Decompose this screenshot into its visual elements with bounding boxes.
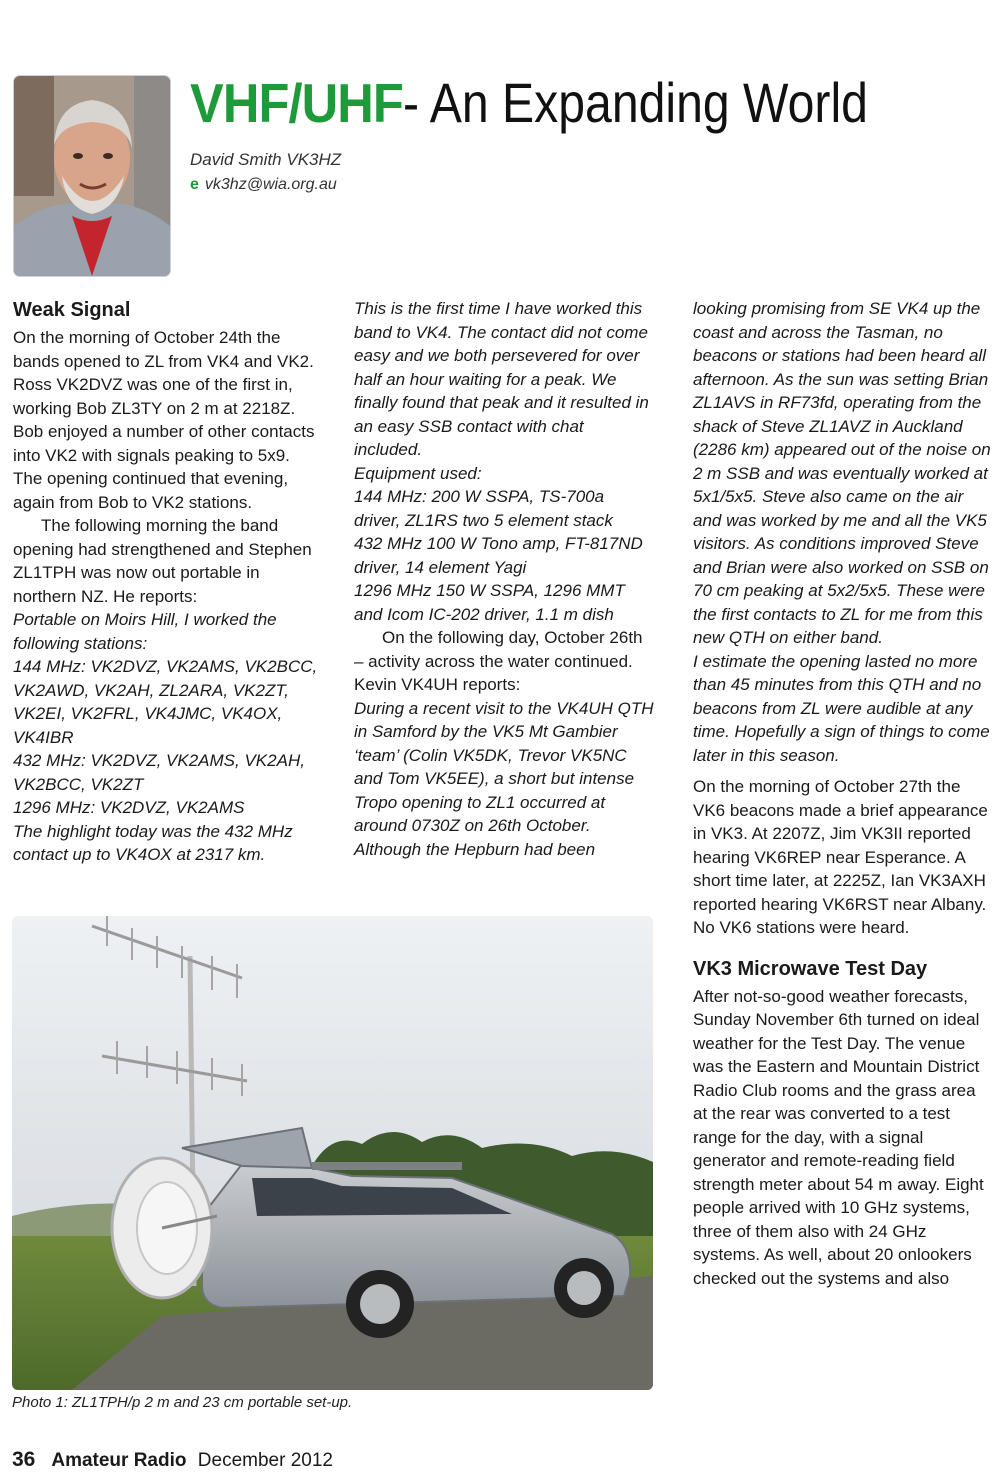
paragraph: On the morning of October 24th the bands opened to ZL from VK4 and VK2. Ross VK2DVZ was one of the first in, working Bob ZL3TY on 2 m at 2218Z. Bob enjoyed a number of other contacts into VK2 with signals peaking to 5x9. The opening continued that evening, again from Bob to VK2 stations. (13, 328, 315, 512)
title-section-name: VHF/UHF (190, 72, 403, 134)
quote-paragraph: I estimate the opening lasted no more than 45 minutes from this QTH and no beacons from ZL were audible at any time. Hopefully a sign of things to come later in this season. (693, 651, 990, 765)
quote-paragraph: This is the first time I have worked this band to VK4. The contact did not come easy and we both persevered for over half an hour waiting for a peak. We finally found that peak and it resulted in an easy SSB contact with chat included. (354, 299, 649, 459)
quote-paragraph: 1296 MHz: VK2DVZ, VK2AMS (13, 798, 245, 817)
article-title (190, 70, 944, 135)
quote-paragraph: During a recent visit to the VK4UH QTH in Samford by the VK5 Mt Gambier ‘team’ (Colin VK5DK, Trevor VK5NC and Tom VK5EE), a short but intense Tropo opening to ZL1 occurred at around 0730Z on 26th October. (354, 698, 654, 835)
section-heading-weak-signal: Weak Signal (13, 299, 131, 321)
quote-paragraph: Portable on Moirs Hill, I worked the following stations: (13, 610, 277, 653)
quote-paragraph: looking promising from SE VK4 up the coast and across the Tasman, no beacons or stations had been heard all afternoon. As the sun was setting Brian ZL1AVS in RF73fd, operating from the shack of Steve ZL1AVZ in Auckland (2286 km) appeared out of the noise on 2 m SSB and was eventually worked at 5x1/5x5. Steve also came on the air and was worked by me and all the VK5 visitors. As conditions improved Steve and Brian were also worked on SSB on 70 cm peaking at 5x2/5x5. These were the first contacts to ZL for me from this new QTH on either band. (693, 299, 991, 647)
column-1 (13, 297, 318, 867)
title-text: - An Expanding World (403, 71, 869, 134)
magazine-name: Amateur Radio (51, 1450, 187, 1471)
quote-paragraph: 144 MHz: VK2DVZ, VK2AMS, VK2BCC, VK2AWD, VK2AH, ZL2ARA, VK2ZT, VK2EI, VK2FRL, VK4JMC, VK4OX, VK4IBR (13, 657, 318, 747)
column-2 (354, 297, 654, 861)
page-number: 36 (12, 1448, 36, 1471)
photo-caption: Photo 1: ZL1TPH/p 2 m and 23 cm portable set-up. (12, 1394, 353, 1411)
column-3 (693, 297, 993, 1290)
quote-paragraph: 432 MHz 100 W Tono amp, FT-817ND driver, 14 element Yagi (354, 534, 643, 577)
issue-date: December 2012 (197, 1450, 333, 1471)
quote-paragraph: 432 MHz: VK2DVZ, VK2AMS, VK2AH, VK2BCC, VK2ZT (13, 751, 305, 794)
quote-paragraph: The highlight today was the 432 MHz contact up to VK4OX at 2317 km. (13, 821, 293, 864)
paragraph: After not-so-good weather forecasts, Sunday November 6th turned on ideal weather for the Test Day. The venue was the Eastern and Mountain District Radio Club rooms and the grass area at the rear was converted to a test range for the day, with a signal generator and remote-reading field strength meter about 54 m away. Eight people arrived with 10 GHz systems, three of them also with 24 GHz systems. As well, about 20 onlookers checked out the systems and also (693, 986, 984, 1288)
station-wagon-antenna-photo-icon (12, 916, 653, 1390)
section-heading-microwave-test-day: VK3 Microwave Test Day (693, 957, 928, 980)
author-name: David Smith VK3HZ (190, 150, 342, 169)
paragraph: On the morning of October 27th the VK6 beacons made a brief appearance in VK3. At 2207Z, Jim VK3II reported hearing VK6REP near Esperance. A short time later, at 2225Z, Ian VK3AXH reported hearing VK6RST near Albany. No VK6 stations were heard. (693, 777, 988, 937)
quote-paragraph: Equipment used: (354, 463, 482, 483)
quote-paragraph: 144 MHz: 200 W SSPA, TS-700a driver, ZL1RS two 5 element stack (354, 487, 613, 530)
email-prefix: e (190, 176, 199, 193)
page-footer (12, 1448, 333, 1472)
author-portrait (14, 76, 170, 276)
paragraph: On the following day, October 26th – activity across the water continued. Kevin VK4UH reports: (354, 628, 643, 694)
author-photo-icon (14, 76, 170, 276)
author-email-link[interactable]: vk3hz@wia.org.au (204, 176, 337, 193)
author-email-row (190, 176, 337, 194)
article-photo (12, 916, 653, 1390)
quote-paragraph: 1296 MHz 150 W SSPA, 1296 MMT and Icom IC-202 driver, 1.1 m dish (354, 581, 625, 624)
paragraph: The following morning the band opening had strengthened and Stephen ZL1TPH was now out portable in northern NZ. He reports: (13, 516, 312, 606)
quote-paragraph: Although the Hepburn had been (354, 839, 596, 859)
